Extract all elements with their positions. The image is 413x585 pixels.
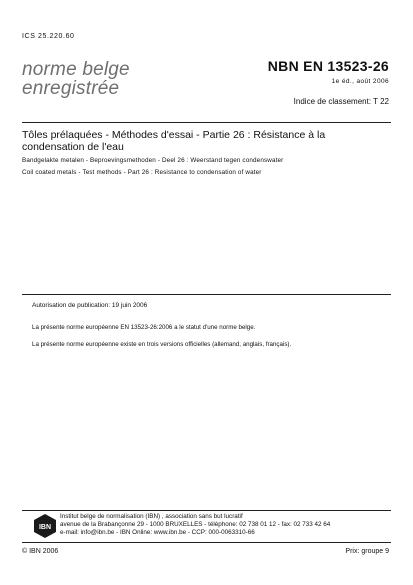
ibn-logo-icon	[34, 514, 56, 538]
status-statement: La présente norme européenne EN 13523-26:2006 a le statut d'une norme belge.	[32, 324, 256, 331]
institute-contact: e-mail: info@ibn.be - IBN Online: www.ibn.be - CCP: 000-0063310-66	[60, 529, 255, 536]
logo-line-2: enregistrée	[22, 78, 120, 99]
copyright: © IBN 2006	[22, 548, 59, 555]
publication-authorisation: Autorisation de publication: 19 juin 2006	[32, 302, 148, 309]
institute-address: avenue de la Brabançonne 29 - 1000 BRUXELLES - téléphone: 02 738 01 12 - fax: 02 733 42 64	[60, 521, 331, 528]
standard-number: NBN EN 13523-26	[267, 58, 389, 74]
logo-line-1: norme belge	[22, 59, 130, 80]
ibn-logo-text: IBN	[38, 524, 52, 531]
divider-middle	[22, 294, 391, 295]
ics-code: ICS 25.220.60	[22, 33, 75, 40]
divider-footer-bottom	[22, 542, 391, 543]
versions-statement: La présente norme européenne existe en trois versions officielles (allemand, anglais, français).	[32, 341, 292, 348]
title-french: Tôles prélaquées - Méthodes d'essai - Partie 26 : Résistance à la condensation de l'eau	[22, 129, 326, 153]
price-group: Prix: groupe 9	[345, 548, 389, 555]
institute-name: Institut belge de normalisation (IBN) , association sans but lucratif	[60, 513, 243, 520]
edition-date: 1e éd., août 2006	[331, 78, 389, 85]
classification-index: Indice de classement: T 22	[293, 97, 389, 106]
divider-footer-top	[22, 510, 391, 511]
divider-top	[22, 122, 391, 123]
title-dutch: Bandgelakte metalen - Beproevingsmethoden - Deel 26 : Weerstand tegen condenswater	[22, 157, 284, 164]
title-english: Coil coated metals - Test methods - Part 26 : Resistance to condensation of water	[22, 169, 262, 176]
